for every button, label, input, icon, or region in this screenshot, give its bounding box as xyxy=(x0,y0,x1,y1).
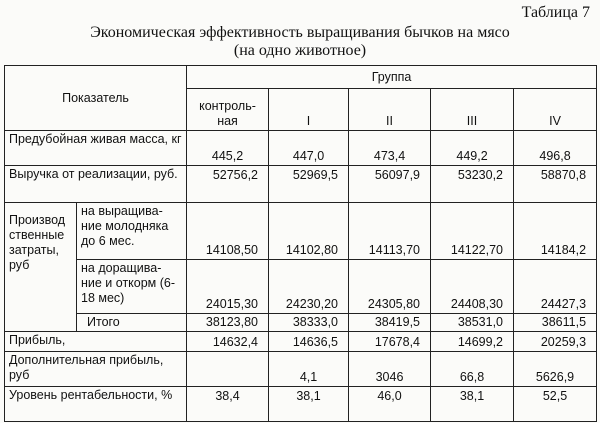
table-cell: 56097,9 xyxy=(349,166,431,203)
table-cell: 24408,30 xyxy=(431,260,514,314)
table-row xyxy=(5,387,597,422)
table-cell: 38419,5 xyxy=(349,314,431,332)
row-label: Уровень рентабельности, % xyxy=(5,387,187,422)
header-group-iii: III xyxy=(431,89,514,131)
row-label: Выручка от реализации, руб. xyxy=(5,166,187,203)
table-cell: 38611,5 xyxy=(514,314,597,332)
table-cell: 4,1 xyxy=(269,352,349,387)
table-cell: 473,4 xyxy=(349,131,431,166)
table-cell: 24015,30 xyxy=(187,260,269,314)
table-cell: 46,0 xyxy=(349,387,431,422)
table-cell: 38123,80 xyxy=(187,314,269,332)
table-cell xyxy=(187,352,269,387)
table-row xyxy=(5,314,597,332)
row-label: Прибыль, xyxy=(5,332,187,352)
table-cell: 17678,4 xyxy=(349,332,431,352)
row-label: на доращива-ние и откорм (6-18 мес) xyxy=(77,260,187,314)
table-cell: 14699,2 xyxy=(431,332,514,352)
table-cell: 24427,3 xyxy=(514,260,597,314)
table-cell: 445,2 xyxy=(187,131,269,166)
table-cell: 58870,8 xyxy=(514,166,597,203)
table-cell: 5626,9 xyxy=(514,352,597,387)
table-cell: 24230,20 xyxy=(269,260,349,314)
header-group-ii: II xyxy=(349,89,431,131)
table-row xyxy=(5,166,597,203)
table-cell: 53230,2 xyxy=(431,166,514,203)
table-cell: 38,1 xyxy=(269,387,349,422)
table-row xyxy=(5,131,597,166)
table-row xyxy=(5,352,597,387)
table-cell: 52756,2 xyxy=(187,166,269,203)
table-cell: 447,0 xyxy=(269,131,349,166)
header-group: Группа xyxy=(187,66,597,89)
table-cell: 14102,80 xyxy=(269,203,349,260)
table-row xyxy=(5,260,597,314)
row-label: на выращива-ние молодняка до 6 мес. xyxy=(77,203,187,260)
table-subtitle: (на одно животное) xyxy=(233,42,367,59)
table-cell: 14184,2 xyxy=(514,203,597,260)
table-cell: 14636,5 xyxy=(269,332,349,352)
row-label: Предубойная живая масса, кг xyxy=(5,131,187,166)
row-label: Дополнительная прибыль, руб xyxy=(5,352,187,387)
row-label: Итого xyxy=(77,314,187,332)
table-row xyxy=(5,332,597,352)
header-group-i: I xyxy=(269,89,349,131)
header-row-1 xyxy=(5,66,597,89)
header-indicator: Показатель xyxy=(5,66,187,131)
table-title: Экономическая эффективность выращивания бычков на мясо xyxy=(90,24,510,41)
header-group-iv: IV xyxy=(514,89,597,131)
table-cell: 38333,0 xyxy=(269,314,349,332)
table-row xyxy=(5,203,597,260)
table-number: Таблица 7 xyxy=(521,4,590,21)
costs-label: Производ ственные затраты, руб xyxy=(5,203,77,332)
table-cell: 14632,4 xyxy=(187,332,269,352)
table-cell: 20259,3 xyxy=(514,332,597,352)
table-cell: 449,2 xyxy=(431,131,514,166)
data-table xyxy=(4,65,597,422)
table-cell: 52,5 xyxy=(514,387,597,422)
table-cell: 38,1 xyxy=(431,387,514,422)
table-cell: 3046 xyxy=(349,352,431,387)
table-cell: 24305,80 xyxy=(349,260,431,314)
table-cell: 496,8 xyxy=(514,131,597,166)
table-cell: 38,4 xyxy=(187,387,269,422)
header-group-control: контроль-ная xyxy=(187,89,269,131)
table-cell: 38531,0 xyxy=(431,314,514,332)
table-cell: 66,8 xyxy=(431,352,514,387)
table-cell: 52969,5 xyxy=(269,166,349,203)
table-cell: 14122,70 xyxy=(431,203,514,260)
table-cell: 14108,50 xyxy=(187,203,269,260)
table-cell: 14113,70 xyxy=(349,203,431,260)
